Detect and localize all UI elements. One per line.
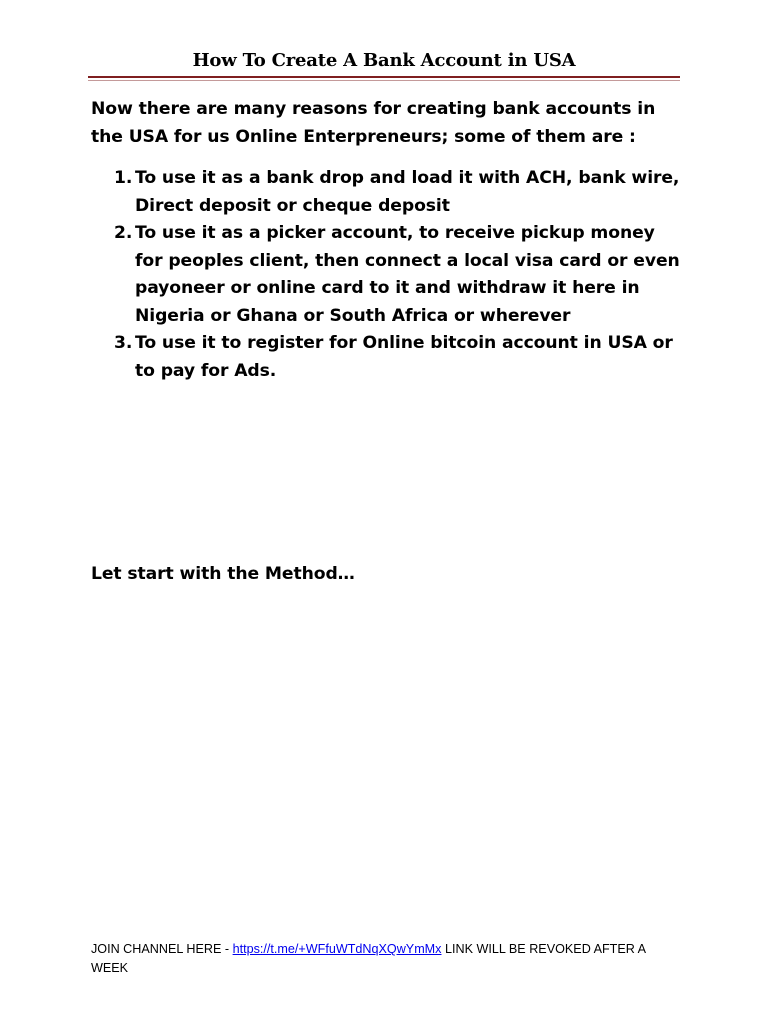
list-item-number: 1. <box>114 168 133 188</box>
page-title: How To Create A Bank Account in USA <box>192 50 576 71</box>
list-item-text: To use it to register for Online bitcoin account in USA or to pay for Ads. <box>135 333 673 381</box>
list-item-text: To use it as a picker account, to receive pickup money for peoples client, then connect a local visa card or even payoneer or online card to it and withdraw it here in Nigeria or Ghana or South Africa or wherever <box>135 223 680 326</box>
title-rule-light <box>88 80 680 81</box>
intro-paragraph: Now there are many reasons for creating bank accounts in the USA for us Online Enterpreneurs; some of them are : <box>91 99 656 147</box>
footer-suffix: LINK WILL BE REVOKED AFTER A WEEK <box>91 942 646 975</box>
list-item-number: 3. <box>114 333 133 353</box>
method-line: Let start with the Method… <box>91 564 355 584</box>
channel-link[interactable]: https://t.me/+WFfuWTdNqXQwYmMx <box>232 942 442 956</box>
title-rule <box>88 76 680 81</box>
list-item <box>0 220 685 330</box>
list-item <box>0 165 685 220</box>
list-item <box>0 330 685 385</box>
footer <box>91 940 681 977</box>
list-item-number: 2. <box>114 223 133 243</box>
list-item-text: To use it as a bank drop and load it with ACH, bank wire, Direct deposit or cheque deposit <box>135 168 680 216</box>
footer-prefix: JOIN CHANNEL HERE - <box>91 942 233 956</box>
reasons-list <box>0 165 768 385</box>
